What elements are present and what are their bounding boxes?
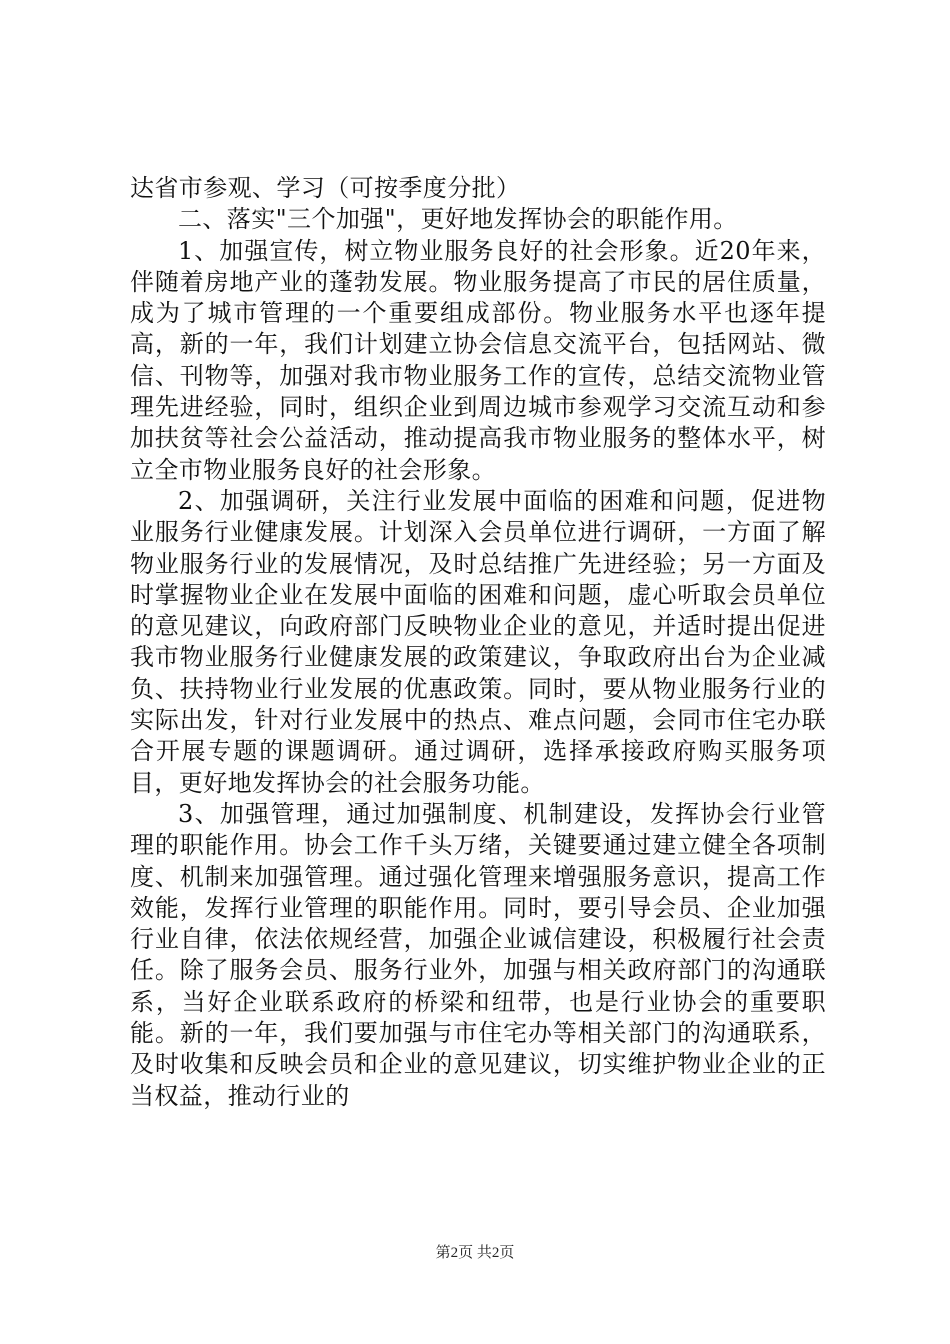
paragraph-research: 2、加强调研，关注行业发展中面临的困难和问题，促进物业服务行业健康发展。计划深入会员单位进行调研，一方面了解物业服务行业的发展情况，及时总结推广先进经验；另一方面及时掌握物业企业在发展中面临的困难和问题，虚心听取会员单位的意见建议，向政府部门反映物业企业的意见，并适时提出促进我市物业服务行业健康发展的政策建议，争取政府出台为企业减负、扶持物业行业发展的优惠政策。同时，要从物业服务行业的实际出发，针对行业发展中的热点、难点问题，会同市住宅办联合开展专题的课题调研。通过调研，选择承接政府购买服务项目，更好地发挥协会的社会服务功能。: [130, 486, 826, 797]
paragraph-management: 3、加强管理，通过加强制度、机制建设，发挥协会行业管理的职能作用。协会工作千头万绪，关键要通过建立健全各项制度、机制来加强管理。通过强化管理来增强服务意识，提高工作效能，发挥行业管理的职能作用。同时，要引导会员、企业加强行业自律，依法依规经营，加强企业诚信建设，积极履行社会责任。除了服务会员、服务行业外，加强与相关政府部门的沟通联系，当好企业联系政府的桥梁和纽带，也是行业协会的重要职能。新的一年，我们要加强与市住宅办等相关部门的沟通联系，及时收集和反映会员和企业的意见建议，切实维护物业企业的正当权益，推动行业的: [130, 799, 826, 1110]
page-footer: 第2页 共2页: [435, 1245, 515, 1261]
paragraph-continuation: 达省市参观、学习（可按季度分批）: [130, 174, 521, 202]
section-heading-two: 二、落实"三个加强"，更好地发挥协会的职能作用。: [178, 205, 738, 234]
paragraph-publicity: 1、加强宣传，树立物业服务良好的社会形象。近20年来，伴随着房地产业的蓬勃发展。物业服务提高了市民的居住质量，成为了城市管理的一个重要组成部份。物业服务水平也逐年提高，新的一年，我们计划建立协会信息交流平台，包括网站、微信、刊物等，加强对我市物业服务工作的宣传，总结交流物业管理先进经验，同时，组织企业到周边城市参观学习交流互动和参加扶贫等社会公益活动，推动提高我市物业服务的整体水平，树立全市物业服务良好的社会形象。: [130, 236, 826, 484]
document-body: [130, 173, 826, 1112]
